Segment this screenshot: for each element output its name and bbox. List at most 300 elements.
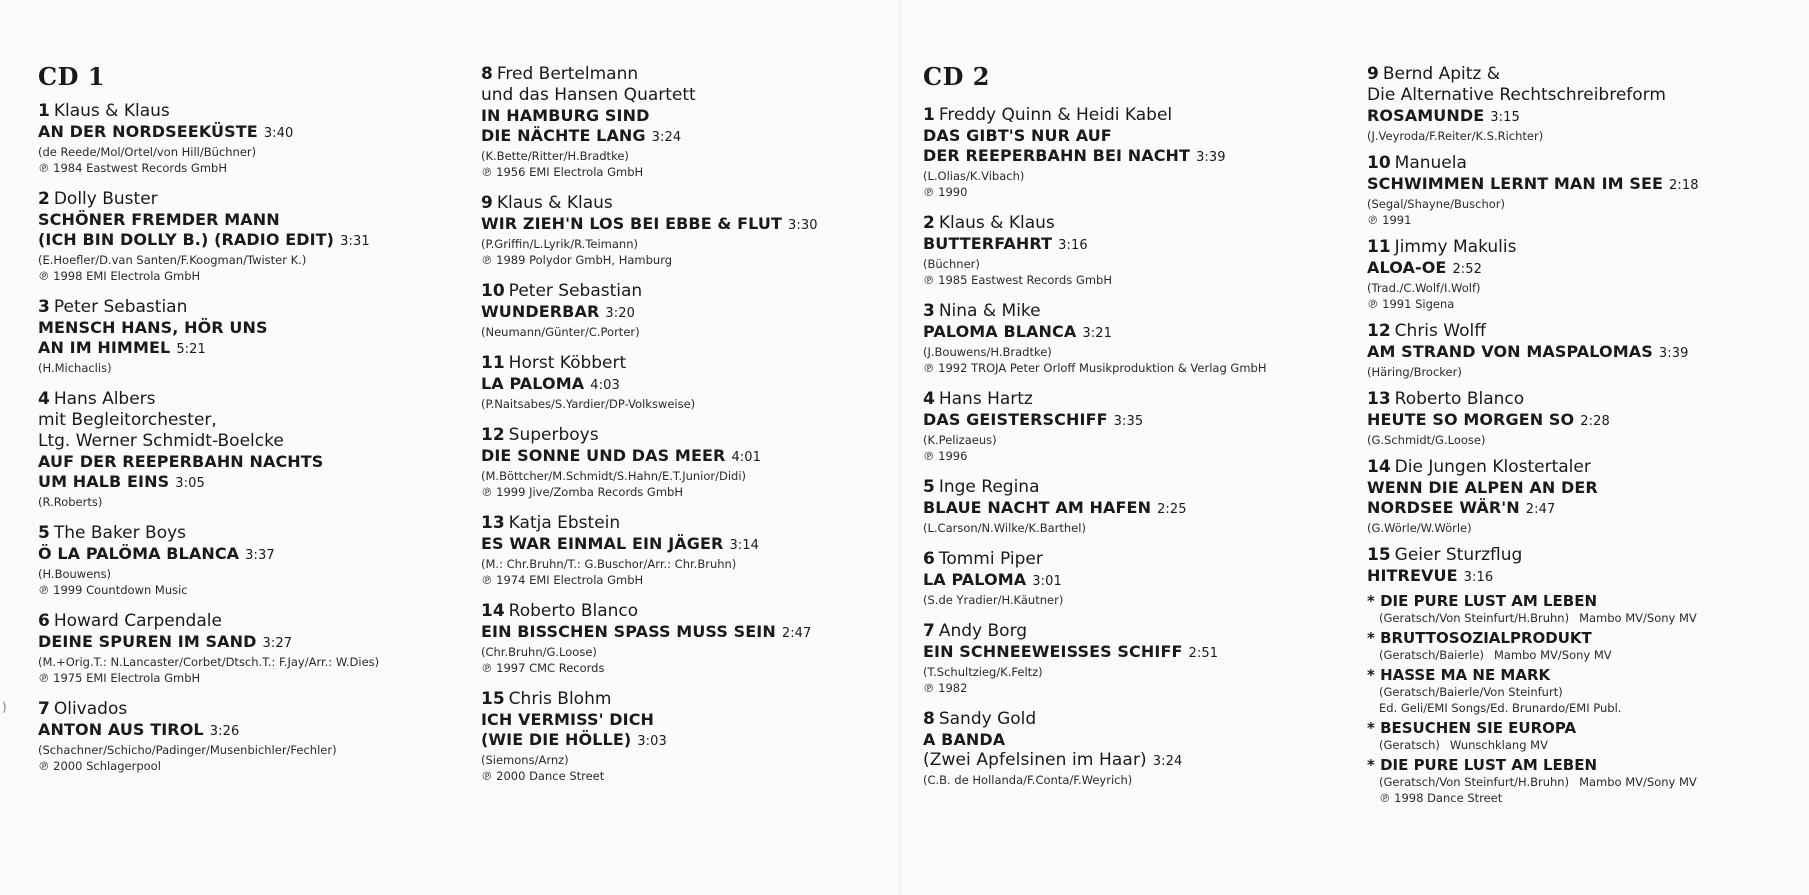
track-number: 5 (38, 523, 50, 543)
track-number: 13 (481, 513, 505, 533)
track-credit: ℗ 1997 CMC Records (481, 661, 605, 675)
track-duration: 3:16 (1058, 238, 1088, 253)
title-text: EIN BISSCHEN SPASS MUSS SEIN (481, 622, 776, 641)
page-fold (900, 0, 901, 895)
track-number: 2 (923, 213, 935, 233)
artist-name: Manuela (1394, 153, 1467, 173)
track-title (1367, 478, 1699, 498)
track-title (481, 446, 818, 468)
track-credit: ℗ 1998 EMI Electrola GmbH (38, 269, 201, 283)
track-credit: ℗ 1989 Polydor GmbH, Hamburg (481, 253, 673, 267)
medley-credit (1367, 684, 1699, 700)
title-text: AN IM HIMMEL (38, 338, 171, 357)
track-duration: 3:21 (1082, 326, 1112, 341)
track-credit: ℗ 1991 Sigena (1367, 297, 1455, 311)
track-duration: 3:03 (637, 734, 667, 749)
artist-name: Bernd Apitz & (1382, 64, 1501, 84)
track-artist (481, 85, 818, 106)
artist-name: Horst Köbbert (508, 353, 627, 373)
track-artist (923, 389, 1266, 410)
track-number: 15 (481, 689, 505, 709)
track-credit: (H.Michaclis) (38, 361, 112, 375)
track-credit: (G.Schmidt/G.Loose) (1367, 433, 1486, 447)
medley-credit (1367, 700, 1699, 716)
track-title (481, 534, 818, 556)
track-entry (481, 601, 818, 676)
track-title (481, 710, 818, 730)
track-credit: ℗ 2000 Dance Street (481, 769, 605, 783)
track-entry (481, 353, 818, 412)
track-duration: 3:39 (1658, 346, 1689, 361)
track-credit: (E.Hoefler/D.van Santen/F.Koogman/Twister K.) (38, 253, 307, 267)
track-artist (38, 297, 379, 318)
title-text: AM STRAND VON MASPALOMAS (1367, 342, 1653, 361)
track-duration: 3:05 (175, 476, 205, 491)
track-number: 3 (38, 297, 50, 317)
track-artist (1367, 545, 1699, 566)
track-number: 6 (38, 611, 50, 631)
title-text: Ö LA PALÖMA BLANCA (38, 544, 240, 563)
title-text: SCHÖNER FREMDER MANN (38, 210, 280, 229)
medley-credit-text: (Geratsch/Baierle/Von Steinfurt) (1379, 685, 1563, 699)
track-duration: 3:30 (788, 218, 818, 233)
track-artist (1367, 389, 1699, 410)
track-artist (481, 64, 818, 85)
title-text: ROSAMUNDE (1367, 106, 1485, 125)
title-text: ANTON AUS TIROL (38, 720, 204, 739)
track-artist (1367, 64, 1699, 85)
track-artist (1367, 457, 1699, 478)
title-text: BUTTERFAHRT (923, 234, 1053, 253)
title-text: DEINE SPUREN IM SAND (38, 632, 257, 651)
title-text: EIN SCHNEEWEISSES SCHIFF (923, 642, 1183, 661)
track-duration: 3:40 (263, 126, 294, 141)
artist-name: Roberto Blanco (1394, 389, 1525, 409)
track-title (38, 338, 379, 360)
track-duration: 3:31 (340, 234, 370, 249)
title-text: ES WAR EINMAL EIN JÄGER (481, 534, 724, 553)
track-artist (38, 699, 379, 720)
artist-name: Superboys (508, 425, 599, 445)
title-text: UM HALB EINS (38, 472, 170, 491)
track-artist (923, 709, 1266, 730)
track-entry (38, 523, 379, 598)
title-text: (ICH BIN DOLLY B.) (RADIO EDIT) (38, 230, 335, 249)
track-number: 9 (481, 193, 493, 213)
track-credit: (L.Carson/N.Wilke/K.Barthel) (923, 521, 1086, 535)
track-artist (481, 281, 818, 302)
title-text: ICH VERMISS' DICH (481, 710, 655, 729)
artist-name: Chris Wolff (1394, 321, 1486, 341)
track-credit: (de Reede/Mol/Ortel/von Hill/Büchner) (38, 145, 257, 159)
track-artist (1367, 85, 1699, 106)
track-title (1367, 566, 1699, 588)
title-text: LA PALOMA (481, 374, 585, 393)
track-credit: (K.Pelizaeus) (923, 433, 997, 447)
track-title (38, 632, 379, 654)
track-credit: (Siemons/Arnz) (481, 753, 569, 767)
track-credit: (Trad./C.Wolf/I.Wolf) (1367, 281, 1481, 295)
track-number: 1 (38, 101, 50, 121)
track-duration: 2:18 (1669, 178, 1699, 193)
title-text: DER REEPERBAHN BEI NACHT (923, 146, 1191, 165)
track-title (923, 234, 1266, 256)
track-artist (923, 549, 1266, 570)
artist-name: Olivados (53, 699, 128, 719)
track-artist (38, 523, 379, 544)
track-credit: (L.Olias/K.Vibach) (923, 169, 1025, 183)
artist-name: Hans Hartz (938, 389, 1033, 409)
subtitle-text: (Zwei Apfelsinen im Haar) (923, 750, 1147, 770)
track-artist (481, 353, 818, 374)
track-duration: 3:24 (651, 130, 682, 145)
track-entry (481, 64, 818, 180)
track-title (1367, 106, 1699, 128)
track-duration: 3:20 (605, 306, 635, 321)
track-duration: 3:14 (729, 538, 760, 553)
track-title (38, 452, 379, 472)
track-duration: 4:03 (590, 378, 620, 393)
title-text: WIR ZIEH'N LOS BEI EBBE & FLUT (481, 214, 782, 233)
track-artist (481, 513, 818, 534)
track-entry (923, 621, 1266, 696)
track-credit: ℗ 1975 EMI Electrola GmbH (38, 671, 201, 685)
track-entry (1367, 237, 1699, 312)
track-title (923, 642, 1266, 664)
medley-item (1367, 666, 1699, 716)
title-text: HEUTE SO MORGEN SO (1367, 410, 1575, 429)
track-entry (923, 389, 1266, 464)
track-entry (923, 301, 1266, 376)
cd1-column-left (38, 0, 379, 774)
artist-name: Tommi Piper (938, 549, 1043, 569)
medley-title: * DIE PURE LUST AM LEBEN (1367, 756, 1598, 774)
track-duration: 3:39 (1196, 150, 1226, 165)
track-title (923, 730, 1266, 750)
track-credit: (Chr.Bruhn/G.Loose) (481, 645, 597, 659)
title-text: DIE NÄCHTE LANG (481, 126, 646, 145)
title-text: A BANDA (923, 730, 1006, 749)
title-text: PALOMA BLANCA (923, 322, 1077, 341)
track-number: 8 (923, 709, 935, 729)
track-credit: ℗ 2000 Schlagerpool (38, 759, 161, 773)
track-title (923, 410, 1266, 432)
track-title (481, 622, 818, 644)
medley-title: * HASSE MA NE MARK (1367, 666, 1551, 684)
track-credit: ℗ 1990 (923, 185, 968, 199)
track-entry (481, 689, 818, 784)
track-duration: 2:51 (1188, 646, 1219, 661)
track-artist (923, 213, 1266, 234)
track-entry (1367, 64, 1699, 144)
track-number: 15 (1367, 545, 1391, 565)
title-text: DAS GIBT'S NUR AUF (923, 126, 1112, 145)
track-credit: ℗ 1982 (923, 681, 968, 695)
artist-name: Ltg. Werner Schmidt-Boelcke (38, 431, 284, 451)
track-title (1367, 174, 1699, 196)
track-entry (1367, 153, 1699, 228)
title-text: MENSCH HANS, HÖR UNS (38, 318, 268, 337)
title-text: DAS GEISTERSCHIFF (923, 410, 1108, 429)
artist-name: Jimmy Makulis (1394, 237, 1517, 257)
artist-name: Freddy Quinn & Heidi Kabel (938, 105, 1173, 125)
track-credit: (Neumann/Günter/C.Porter) (481, 325, 640, 339)
track-number: 14 (1367, 457, 1391, 477)
track-duration: 3:27 (262, 636, 293, 651)
track-duration: 3:01 (1032, 574, 1062, 589)
track-artist (923, 477, 1266, 498)
track-number: 4 (38, 389, 50, 409)
track-title (1367, 410, 1699, 432)
medley-list (1367, 592, 1699, 806)
medley-title: * BRUTTOSOZIALPRODUKT (1367, 629, 1592, 647)
medley-credit-text: Ed. Geli/EMI Songs/Ed. Brunardo/EMI Publ. (1379, 701, 1622, 715)
track-number: 10 (1367, 153, 1391, 173)
track-number: 10 (481, 281, 505, 301)
track-entry (923, 477, 1266, 536)
track-duration: 2:47 (781, 626, 812, 641)
track-credit: (Büchner) (923, 257, 980, 271)
medley-publisher: Mambo MV/Sony MV (1579, 611, 1697, 625)
edge-mark: ) (2, 700, 7, 714)
artist-name: Peter Sebastian (53, 297, 188, 317)
track-number: 7 (38, 699, 50, 719)
track-number: 13 (1367, 389, 1391, 409)
artist-name: Klaus & Klaus (496, 193, 613, 213)
track-entry (923, 709, 1266, 788)
track-credit: (K.Bette/Ritter/H.Bradtke) (481, 149, 629, 163)
cd1-column-right (481, 0, 818, 784)
title-text: HITREVUE (1367, 566, 1458, 585)
track-title (923, 570, 1266, 592)
track-credit: ℗ 1985 Eastwest Records GmbH (923, 273, 1112, 287)
medley-publisher: Mambo MV/Sony MV (1579, 775, 1697, 789)
track-number: 9 (1367, 64, 1379, 84)
track-title (1367, 498, 1699, 520)
title-text: NORDSEE WÄR'N (1367, 498, 1520, 517)
artist-name: The Baker Boys (53, 523, 187, 543)
artist-name: Die Alternative Rechtschreibreform (1367, 85, 1666, 105)
medley-credit (1367, 790, 1699, 806)
track-duration: 3:37 (245, 548, 275, 563)
track-number: 8 (481, 64, 493, 84)
medley-item (1367, 756, 1699, 806)
track-credit: (Segal/Shayne/Buschor) (1367, 197, 1505, 211)
title-text: WUNDERBAR (481, 302, 600, 321)
title-text: ALOA-OE (1367, 258, 1447, 277)
track-entry (923, 105, 1266, 200)
cd1-heading: CD 1 (38, 62, 105, 91)
track-artist (923, 621, 1266, 642)
artist-name: Geier Sturzflug (1394, 545, 1523, 565)
track-title (38, 318, 379, 338)
track-number: 4 (923, 389, 935, 409)
artist-name: Katja Ebstein (508, 513, 621, 533)
title-text: SCHWIMMEN LERNT MAN IM SEE (1367, 174, 1664, 193)
medley-item (1367, 592, 1699, 626)
artist-name: Die Jungen Klostertaler (1394, 457, 1591, 477)
track-artist (38, 431, 379, 452)
track-artist (1367, 321, 1699, 342)
track-credit: (H.Bouwens) (38, 567, 112, 581)
artist-name: Hans Albers (53, 389, 156, 409)
track-title (38, 230, 379, 252)
artist-name: Dolly Buster (53, 189, 158, 209)
track-title (923, 146, 1266, 168)
track-credit: (C.B. de Hollanda/F.Conta/F.Weyrich) (923, 773, 1133, 787)
track-title (38, 720, 379, 742)
track-credit: (G.Wörle/W.Wörle) (1367, 521, 1472, 535)
track-credit: (Häring/Brocker) (1367, 365, 1462, 379)
medley-publisher: Mambo MV/Sony MV (1493, 648, 1612, 662)
track-artist (923, 105, 1266, 126)
title-text: AUF DER REEPERBAHN NACHTS (38, 452, 324, 471)
title-text: DIE SONNE UND DAS MEER (481, 446, 726, 465)
track-title (481, 214, 818, 236)
track-artist (481, 689, 818, 710)
track-artist (1367, 153, 1699, 174)
track-credit: ℗ 1984 Eastwest Records GmbH (38, 161, 227, 175)
medley-publisher: Wunschklang MV (1449, 738, 1548, 752)
track-entry (1367, 545, 1699, 588)
track-artist (481, 193, 818, 214)
track-artist (481, 425, 818, 446)
track-duration: 2:28 (1580, 414, 1610, 429)
medley-credit (1367, 610, 1699, 626)
track-credit: ℗ 1991 (1367, 213, 1412, 227)
medley-credit-text: (Geratsch) (1379, 738, 1440, 752)
track-duration: 3:15 (1490, 110, 1520, 125)
title-text: LA PALOMA (923, 570, 1027, 589)
track-artist (38, 189, 379, 210)
track-title (1367, 258, 1699, 280)
track-number: 3 (923, 301, 935, 321)
title-text: WENN DIE ALPEN AN DER (1367, 478, 1598, 497)
medley-credit-text: (Geratsch/Von Steinfurt/H.Bruhn) (1379, 611, 1570, 625)
track-credit: ℗ 1992 TROJA Peter Orloff Musikproduktion & Verlag GmbH (923, 361, 1267, 375)
track-title (481, 730, 818, 752)
track-entry (38, 101, 379, 176)
track-artist (38, 101, 379, 122)
track-entry (38, 297, 379, 376)
track-entry (38, 189, 379, 284)
track-credit: (M.+Orig.T.: N.Lancaster/Corbet/Dtsch.T.: F.Jay/Arr.: W.Dies) (38, 655, 380, 669)
track-title (923, 126, 1266, 146)
title-text: AN DER NORDSEEKÜSTE (38, 122, 258, 141)
track-credit: (S.de Yradier/H.Käutner) (923, 593, 1064, 607)
track-credit: (P.Naitsabes/S.Yardier/DP-Volksweise) (481, 397, 696, 411)
track-title (38, 544, 379, 566)
artist-name: Nina & Mike (938, 301, 1041, 321)
track-duration: 2:25 (1157, 502, 1187, 517)
track-credit: ℗ 1996 (923, 449, 968, 463)
artist-name: Inge Regina (938, 477, 1040, 497)
title-text: BLAUE NACHT AM HAFEN (923, 498, 1152, 517)
medley-item (1367, 719, 1699, 753)
artist-name: mit Begleitorchester, (38, 410, 217, 430)
cd2-column-right (1367, 0, 1699, 806)
medley-credit (1367, 737, 1699, 753)
track-duration: 3:35 (1113, 414, 1144, 429)
track-duration: 3:26 (209, 724, 240, 739)
track-artist (1367, 237, 1699, 258)
track-credit: (R.Roberts) (38, 495, 103, 509)
track-credit: (T.Schultzieg/K.Feltz) (923, 665, 1043, 679)
medley-credit-text: (Geratsch/Baierle) (1379, 648, 1484, 662)
track-credit: (Schachner/Schicho/Padinger/Musenbichler/Fechler) (38, 743, 337, 757)
track-entry (481, 281, 818, 340)
track-number: 12 (1367, 321, 1391, 341)
track-artist (481, 601, 818, 622)
track-number: 14 (481, 601, 505, 621)
track-credit: (P.Griffin/L.Lyrik/R.Teimann) (481, 237, 638, 251)
track-number: 11 (481, 353, 505, 373)
medley-credit (1367, 774, 1699, 790)
track-entry (1367, 457, 1699, 536)
medley-title: * BESUCHEN SIE EUROPA (1367, 719, 1577, 737)
track-number: 11 (1367, 237, 1391, 257)
medley-credit-text: ℗ 1998 Dance Street (1379, 791, 1503, 805)
track-credit: (M.Böttcher/M.Schmidt/S.Hahn/E.T.Junior/Didi) (481, 469, 747, 483)
cd2-column-left (923, 0, 1266, 788)
artist-name: Andy Borg (938, 621, 1028, 641)
track-title (481, 106, 818, 126)
track-number: 7 (923, 621, 935, 641)
track-credit: (J.Veyroda/F.Reiter/K.S.Richter) (1367, 129, 1544, 143)
track-number: 5 (923, 477, 935, 497)
track-credit: ℗ 1999 Countdown Music (38, 583, 188, 597)
track-title (481, 126, 818, 148)
track-entry (38, 389, 379, 510)
track-artist (38, 410, 379, 431)
artist-name: Klaus & Klaus (938, 213, 1055, 233)
medley-credit (1367, 647, 1699, 663)
artist-name: Sandy Gold (938, 709, 1037, 729)
track-credit: ℗ 1974 EMI Electrola GmbH (481, 573, 644, 587)
track-entry (923, 213, 1266, 288)
track-artist (38, 389, 379, 410)
track-title (38, 210, 379, 230)
track-title (1367, 342, 1699, 364)
track-entry (481, 513, 818, 588)
track-entry (481, 193, 818, 268)
cd2-heading: CD 2 (923, 62, 990, 91)
track-duration: 2:52 (1452, 262, 1483, 277)
track-artist (38, 611, 379, 632)
artist-name: Peter Sebastian (508, 281, 643, 301)
track-credit: ℗ 1956 EMI Electrola GmbH (481, 165, 644, 179)
track-title (481, 302, 818, 324)
medley-item (1367, 629, 1699, 663)
medley-title: * DIE PURE LUST AM LEBEN (1367, 592, 1598, 610)
artist-name: Roberto Blanco (508, 601, 639, 621)
track-number: 2 (38, 189, 50, 209)
track-title (38, 472, 379, 494)
track-title (923, 498, 1266, 520)
track-entry (38, 699, 379, 774)
artist-name: Fred Bertelmann (496, 64, 639, 84)
track-entry (1367, 321, 1699, 380)
track-number: 6 (923, 549, 935, 569)
artist-name: Klaus & Klaus (53, 101, 170, 121)
track-entry (481, 425, 818, 500)
track-number: 12 (481, 425, 505, 445)
track-duration: 2:47 (1525, 502, 1556, 517)
track-duration: 3:24 (1152, 754, 1183, 769)
title-text: (WIE DIE HÖLLE) (481, 730, 632, 749)
track-number: 1 (923, 105, 935, 125)
track-credit: (M.: Chr.Bruhn/T.: G.Buschor/Arr.: Chr.Bruhn) (481, 557, 737, 571)
